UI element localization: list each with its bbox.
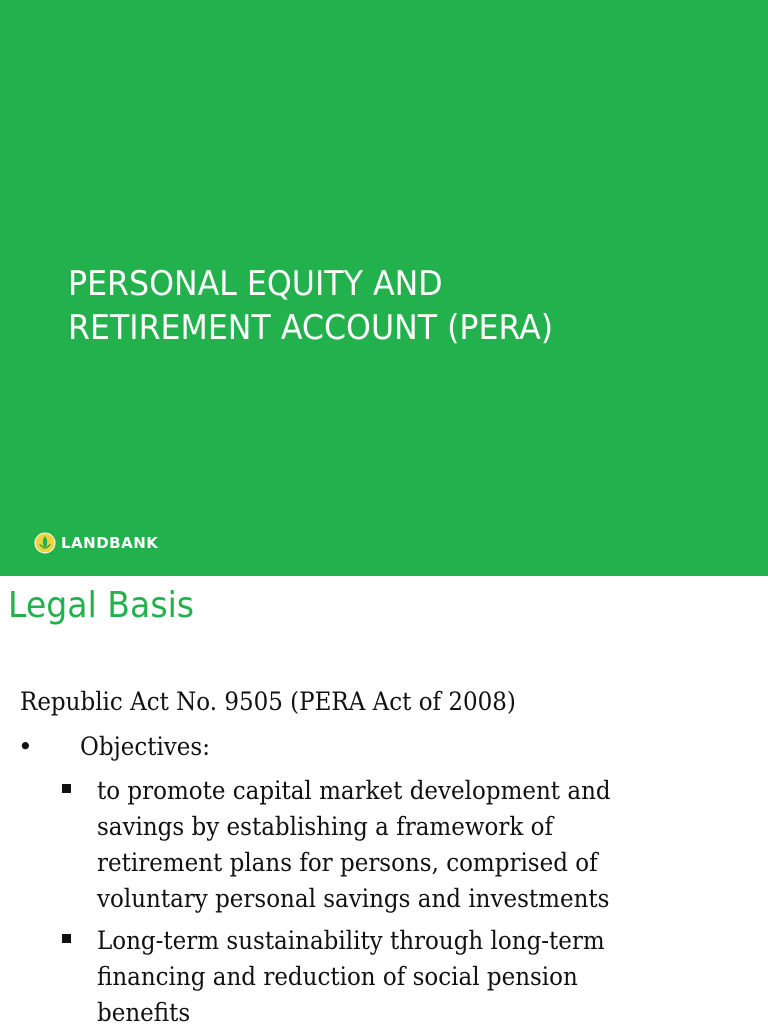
list-item-text <box>97 923 723 1024</box>
list-item-line: financing and reduction of social pension <box>97 962 578 991</box>
slide-title-line-2: RETIREMENT ACCOUNT (PERA) <box>68 308 554 348</box>
slide-title-line-1: PERSONAL EQUITY AND <box>68 264 443 304</box>
list-item-text <box>97 773 723 917</box>
list-item-line: voluntary personal savings and investments <box>97 884 610 913</box>
list-item-line: to promote capital market development and <box>97 776 611 805</box>
list-item <box>60 773 707 917</box>
act-reference: Republic Act No. 9505 (PERA Act of 2008) <box>20 687 516 716</box>
list-item <box>60 923 707 1024</box>
objectives-list <box>60 773 760 1024</box>
round-bullet: • <box>18 732 33 761</box>
list-item-line: Long-term sustainability through long-term <box>97 926 605 955</box>
landbank-logo <box>34 532 158 554</box>
square-bullet-icon <box>62 934 71 943</box>
landbank-emblem-icon <box>34 532 56 554</box>
logo-text: LANDBANK <box>61 534 159 552</box>
objectives-label: Objectives: <box>80 732 210 761</box>
list-item-line: benefits <box>97 998 191 1024</box>
list-item-line: savings by establishing a framework of <box>97 812 553 841</box>
list-item-line: retirement plans for persons, comprised of <box>97 848 598 877</box>
section-heading: Legal Basis <box>8 585 195 626</box>
content-slide <box>0 576 768 1024</box>
slide-title <box>68 262 682 350</box>
square-bullet-icon <box>62 784 71 793</box>
objectives-row <box>18 729 221 765</box>
